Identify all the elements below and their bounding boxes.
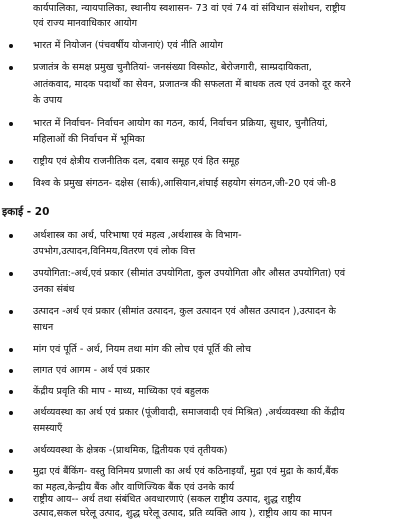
bullet-icon: [9, 66, 13, 70]
bullet-icon: [9, 411, 13, 415]
list-item-text: प्रजातंत्र के समक्ष प्रमुख चुनौतियां- जनसंख्या विस्फोट, बेरोजगारी, साम्प्रदायिकता,: [33, 62, 312, 73]
bullet-icon: [9, 234, 13, 238]
bullet-icon: [9, 310, 13, 314]
bullet-icon: [9, 122, 13, 126]
bullet-icon: [9, 44, 13, 48]
list-item-text: राष्ट्रीय एवं क्षेत्रीय राजनीतिक दल, दबाव समूह एवं हित समूह: [33, 156, 240, 167]
list-item-text: आतंकवाद, मादक पदार्थों का सेवन, प्रजातन्त्र की सफलता में बाधक तत्व एवं उनको दूर करने: [33, 79, 351, 90]
bullet-icon: [9, 498, 13, 502]
bullet-icon: [9, 449, 13, 453]
bullet-icon: [9, 390, 13, 394]
list-item-text: के उपाय: [33, 95, 63, 106]
bullet-icon: [9, 369, 13, 373]
bullet-icon: [9, 272, 13, 276]
unit-heading-text: इकाई - 20: [2, 206, 50, 218]
list-item-text: भारत में निर्वाचन- निर्वाचन आयोग का गठन, कार्य, निर्वाचन प्रक्रिया, सुधार, चुनौतियां,: [33, 118, 328, 129]
list-item-text: उत्पाद,सकल घरेलू उत्पाद, शुद्ध घरेलू उत्पाद, प्रति व्यक्ति आय ), राष्ट्रीय आय का मापन: [33, 508, 333, 519]
bullet-icon: [9, 160, 13, 164]
list-item-text: उनका संबंध: [33, 284, 75, 295]
list-item-text: विश्व के प्रमुख संगठन- दक्षेस (सार्क),आसियान,शंघाई सहयोग संगठन,जी-20 एवं जी-8: [33, 178, 337, 189]
list-item-text: उत्पादन -अर्थ एवं प्रकार (सीमांत उत्पादन, कुल उत्पादन एवं औसत उत्पादन ),उत्पादन के: [33, 306, 336, 317]
bullet-icon: [9, 348, 13, 352]
list-item-text: एवं राज्य मानवाधिकार आयोग: [33, 18, 138, 29]
bullet-icon: [9, 470, 13, 474]
list-item-text: मुद्रा एवं बैंकिंग- वस्तु विनिमय प्रणाली का अर्थ एवं कठिनाइयाँ, मुद्रा एवं मुद्रा के कार्य,बैंक: [33, 466, 339, 477]
bullet-icon: [9, 182, 13, 186]
list-item-text: साधन: [33, 322, 54, 333]
list-item-text: मांग एवं पूर्ति - अर्थ, नियम तथा मांग की लोच एवं पूर्ति की लोच: [33, 344, 252, 355]
list-item-text: अर्थव्यवस्था के क्षेत्रक -(प्राथमिक, द्वितीयक एवं तृतीयक): [33, 445, 228, 456]
list-item-text: लागत एवं आगम - अर्थ एवं प्रकार: [33, 365, 150, 376]
list-item-text: राष्ट्रीय आय-- अर्थ तथा संबंधित अवधारणाएं (सकल राष्ट्रीय उत्पाद, शुद्ध राष्ट्रीय: [33, 494, 301, 505]
list-item-text: समस्याएँ: [33, 423, 63, 434]
list-item-text: केंद्रीय प्रवृति की माप - माध्य, माध्यिका एवं बहुलक: [33, 386, 209, 397]
list-item-text: महिलाओं की निर्वाचन में भूमिका: [33, 134, 145, 145]
list-item-text: उपभोग,उत्पादन,विनिमय,वितरण एवं लोक वित्त: [33, 246, 196, 257]
list-item-text: का महत्व,केन्द्रीय बैंक और वाणिज्यिक बैंक एवं उनके कार्य: [33, 482, 235, 493]
list-item-text: अर्थव्यवस्था का अर्थ एवं प्रकार (पूंजीवादी, समाजवादी एवं मिश्रित) ,अर्थव्यवस्था की केंद्रीय: [33, 407, 345, 418]
list-item-text: अर्थशास्त्र का अर्थ, परिभाषा एवं महत्व ,अर्थशास्त्र के विभाग-: [33, 230, 242, 241]
list-item-text: उपयोगिता:-अर्थ,एवं प्रकार (सीमांत उपयोगिता, कुल उपयोगिता और औसत उपयोगिता) एवं: [33, 268, 346, 279]
list-item-text: भारत में नियोजन (पंचवर्षीय योजनाएं) एवं नीति आयोग: [33, 40, 223, 51]
list-item-text: कार्यपालिका, न्यायपालिका, स्थानीय स्वशासन- 73 वां एवं 74 वां संविधान संशोधन, राष्ट्रीय: [33, 3, 346, 14]
